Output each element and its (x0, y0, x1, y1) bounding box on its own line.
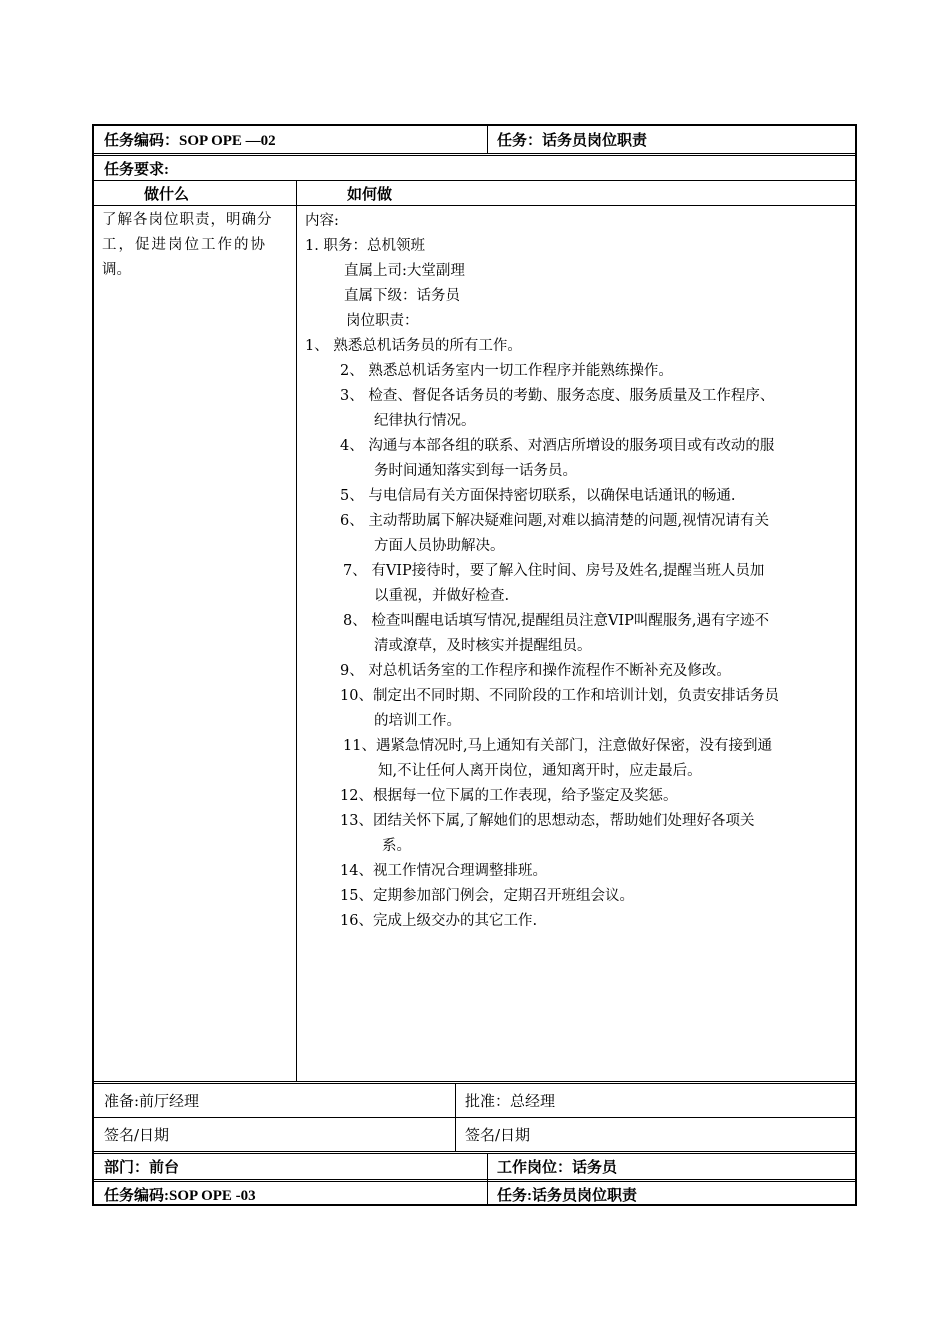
signature-date-left: 签名/日期 (104, 1126, 170, 1144)
duty-item: 9、 对总机话务室的工作程序和操作流程作不断补充及修改。 (340, 663, 731, 679)
duty-item: 10、制定出不同时期、不同阶段的工作和培训计划，负责安排话务员 (340, 688, 779, 704)
task-title: 任务：话务员岗位职责 (497, 133, 648, 149)
footer-task-title: 任务:话务员岗位职责 (497, 1187, 637, 1204)
divider (487, 1154, 488, 1206)
duty-item: 15、定期参加部门例会，定期召开班组会议。 (340, 888, 634, 904)
duty-item: 13、团结关怀下属,了解她们的思想动态，帮助她们处理好各项关 (340, 813, 755, 829)
department: 部门：前台 (104, 1160, 180, 1176)
duty-item: 4、 沟通与本部各组的联系、对酒店所增设的服务项目或有改动的服 (340, 438, 775, 454)
responsibility-label: 岗位职责： (346, 313, 419, 329)
department-row (94, 1154, 855, 1179)
duty-item: 1、 熟悉总机话务员的所有工作。 (305, 338, 522, 354)
sop-document (92, 124, 857, 1206)
duty-item-cont: 系。 (382, 838, 411, 854)
what-line: 了解各岗位职责，明确分 (102, 212, 273, 228)
duty-item: 14、视工作情况合理调整排班。 (340, 863, 547, 879)
duty-item: 7、 有VIP接待时，要了解入住时间、房号及姓名,提醒当班人员加 (343, 563, 765, 579)
what-text (102, 208, 292, 283)
duty-item: 12、根据每一位下属的工作表现，给予鉴定及奖惩。 (340, 788, 678, 804)
duty-item-cont: 知,不让任何人离开岗位，通知离开时，应走最后。 (378, 763, 702, 779)
content-label: 内容: (305, 213, 339, 229)
prepared-row (94, 1084, 855, 1117)
divider (487, 126, 488, 153)
duty-item: 6、 主动帮助属下解决疑难问题,对难以搞清楚的问题,视情况请有关 (340, 513, 770, 529)
duty-item-cont: 的培训工作。 (374, 713, 461, 729)
duty-item: 3、 检查、督促各话务员的考勤、服务态度、服务质量及工作程序、 (340, 388, 775, 404)
signature-date-right: 签名/日期 (465, 1126, 531, 1144)
column-divider (296, 181, 297, 1081)
duty-item: 8、 检查叫醒电话填写情况,提醒组员注意VIP叫醒服务,遇有字迹不 (343, 613, 770, 629)
divider (455, 1084, 456, 1151)
position: 工作岗位：话务员 (497, 1160, 618, 1176)
what-line: 工，促进岗位工作的协 (102, 237, 267, 253)
col-how-header: 如何做 (347, 186, 393, 203)
requirements-label: 任务要求: (104, 161, 169, 178)
signature-row (94, 1118, 855, 1151)
duty-item: 16、完成上级交办的其它工作. (340, 913, 538, 929)
duty-item-cont: 以重视，并做好检查. (374, 588, 510, 604)
approved-by: 批准：总经理 (465, 1092, 556, 1110)
duty-item-cont: 清或潦草，及时核实并提醒组员。 (374, 638, 592, 654)
header-row (94, 126, 855, 153)
prepared-by: 准备:前厅经理 (104, 1092, 200, 1110)
column-header-row (94, 181, 855, 205)
duty-item: 11、遇紧急情况时,马上通知有关部门，注意做好保密，没有接到通 (343, 738, 773, 754)
duty-item: 2、 熟悉总机话务室内一切工作程序并能熟练操作。 (340, 363, 673, 379)
duty-item: 5、 与电信局有关方面保持密切联系，以确保电话通讯的畅通. (340, 488, 736, 504)
requirements-row (94, 156, 855, 180)
superior-line: 直属上司:大堂副理 (344, 263, 465, 279)
footer-task-code: 任务编码:SOP OPE -03 (104, 1187, 256, 1204)
subordinate-line: 直属下级：话务员 (344, 288, 460, 304)
col-what-header: 做什么 (144, 186, 190, 203)
duty-line: 1. 职务：总机领班 (305, 238, 425, 254)
what-line: 调。 (102, 262, 131, 278)
divider (94, 205, 855, 206)
duty-item-cont: 务时间通知落实到每一话务员。 (374, 463, 577, 479)
footer-task-row (94, 1182, 855, 1206)
duty-item-cont: 纪律执行情况。 (374, 413, 476, 429)
task-code: 任务编码：SOP OPE —02 (104, 133, 276, 149)
duty-item-cont: 方面人员协助解决。 (374, 538, 505, 554)
